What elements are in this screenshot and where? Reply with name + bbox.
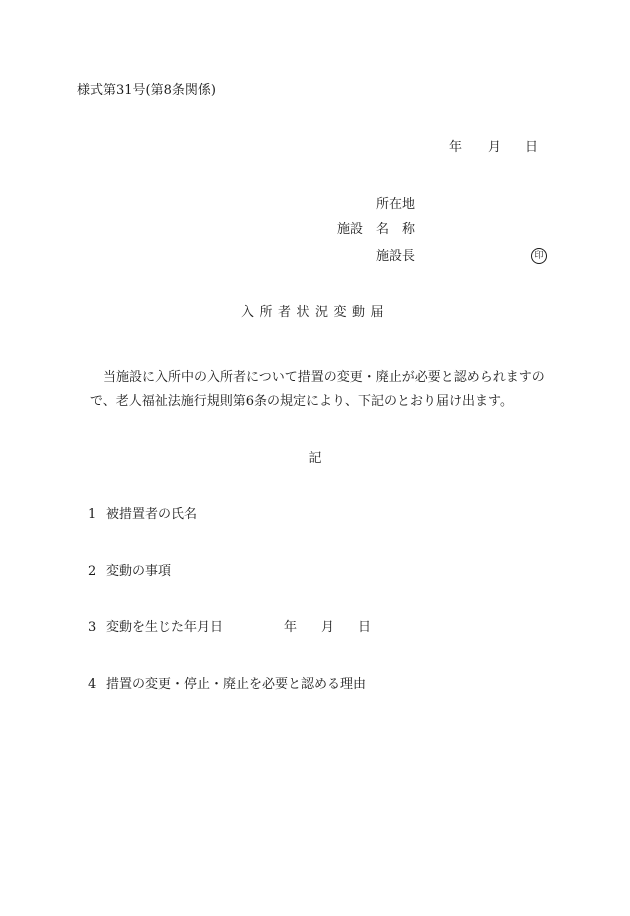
item-3 [88, 621, 223, 634]
item-3-year: 年 [284, 620, 298, 635]
item-label: 措置の変更・停止・廃止を必要と認める理由 [106, 677, 367, 692]
date-day: 日 [525, 140, 539, 155]
item-number: 3 [88, 620, 97, 635]
item-1 [88, 508, 197, 521]
facility-head-label: 施設長 [375, 249, 415, 264]
item-label: 変動を生じた年月日 [106, 620, 224, 635]
item-4 [88, 678, 366, 691]
item-3-day: 日 [358, 620, 372, 635]
item-3-date [284, 621, 371, 634]
document-title: 入所者状況変動届 [240, 305, 389, 320]
seal-icon: 印 [531, 248, 547, 264]
date-year: 年 [449, 140, 463, 155]
body-paragraph: 当施設に入所中の入所者について措置の変更・廃止が必要と認められますので、老人福祉法施行規則第6条の規定により、下記のとおり届け出ます。 [90, 370, 545, 409]
date-line [449, 141, 538, 154]
ki-heading: 記 [308, 451, 322, 466]
facility-location-label: 所在地 [375, 197, 415, 212]
item-3-month: 月 [321, 620, 335, 635]
item-number: 1 [88, 507, 97, 522]
date-month: 月 [488, 140, 502, 155]
form-number: 様式第31号(第8条関係) [77, 83, 216, 98]
item-number: 2 [88, 564, 97, 579]
facility-name-label: 施設 名 称 [336, 222, 415, 237]
item-2 [88, 565, 171, 578]
item-number: 4 [88, 677, 97, 692]
item-label: 変動の事項 [106, 564, 172, 579]
item-label: 被措置者の氏名 [106, 507, 198, 522]
